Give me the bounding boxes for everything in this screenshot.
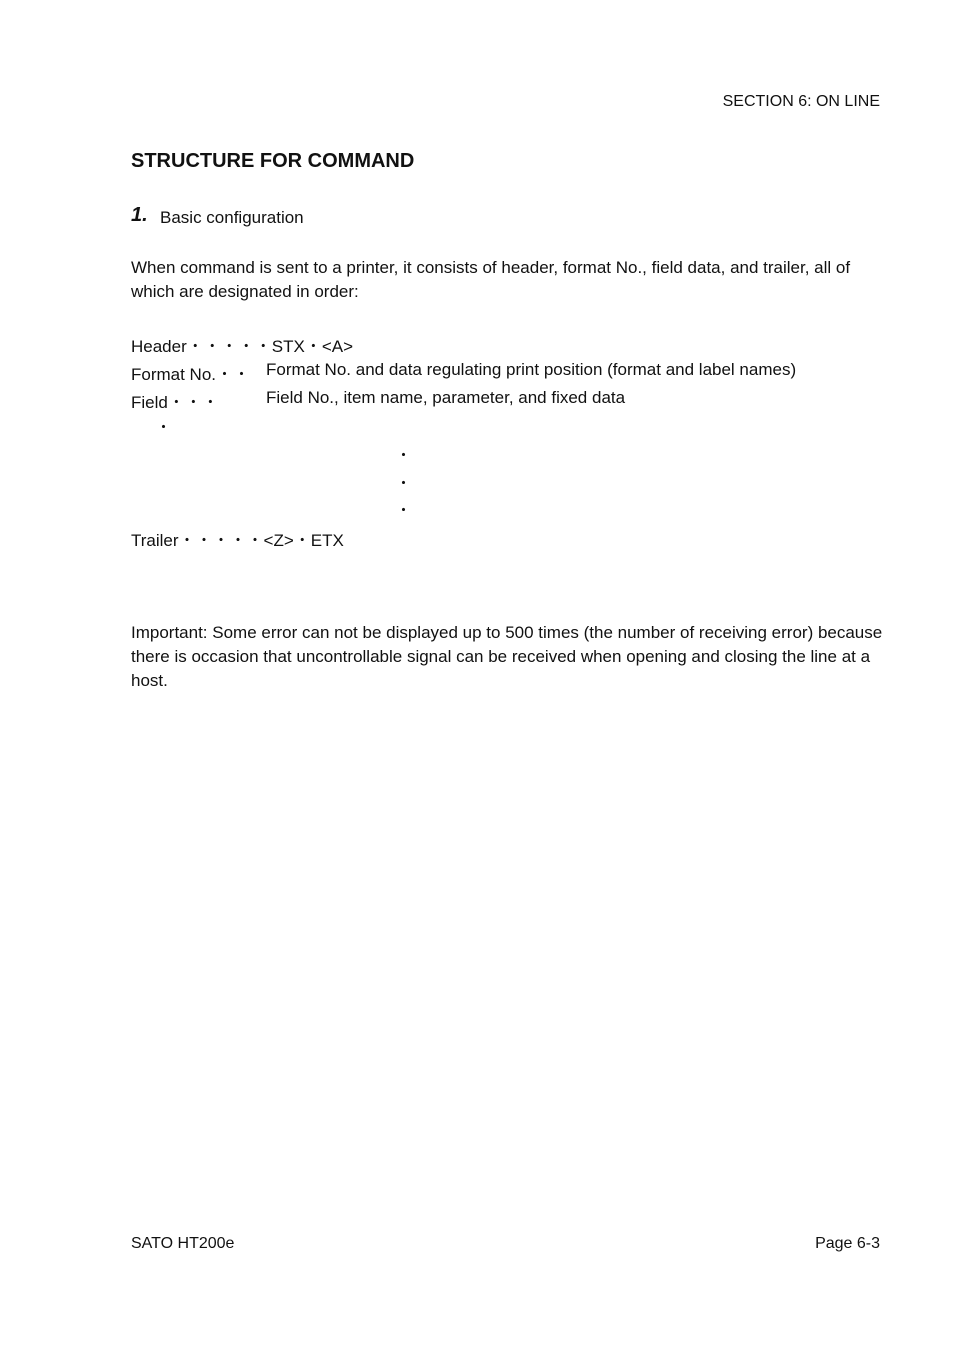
continuation-dot: ・ [395,446,412,465]
intro-paragraph: When command is sent to a printer, it consists of header, format No., field data, and trailer, all of which are designated in order: [131,258,851,301]
footer-page-number: Page 6-3 [815,1235,880,1252]
header-line: Header・・・・・STX・<A> [131,337,354,356]
format-description: Format No. and data regulating print position (format and label names) [266,360,797,379]
continuation-dot: ・ [395,474,412,493]
continuation-dot: ・ [155,418,172,437]
subsection-title: Basic configuration [160,208,304,227]
subsection-number: 1. [131,204,148,226]
format-label: Format No.・・ [131,365,251,384]
trailer-line: Trailer・・・・・<Z>・ETX [131,531,344,550]
field-label: Field・・・ [131,393,219,412]
important-note: Important: Some error can not be displayed up to 500 times (the number of receiving error) because there is occasion that uncontrollable signal can be received when opening and closing the line at a host. [131,623,883,690]
section-header: SECTION 6: ON LINE [722,93,880,110]
page-title: STRUCTURE FOR COMMAND [131,150,415,172]
continuation-dot: ・ [395,501,412,520]
footer-product: SATO HT200e [131,1235,235,1252]
field-description: Field No., item name, parameter, and fixed data [266,388,626,407]
